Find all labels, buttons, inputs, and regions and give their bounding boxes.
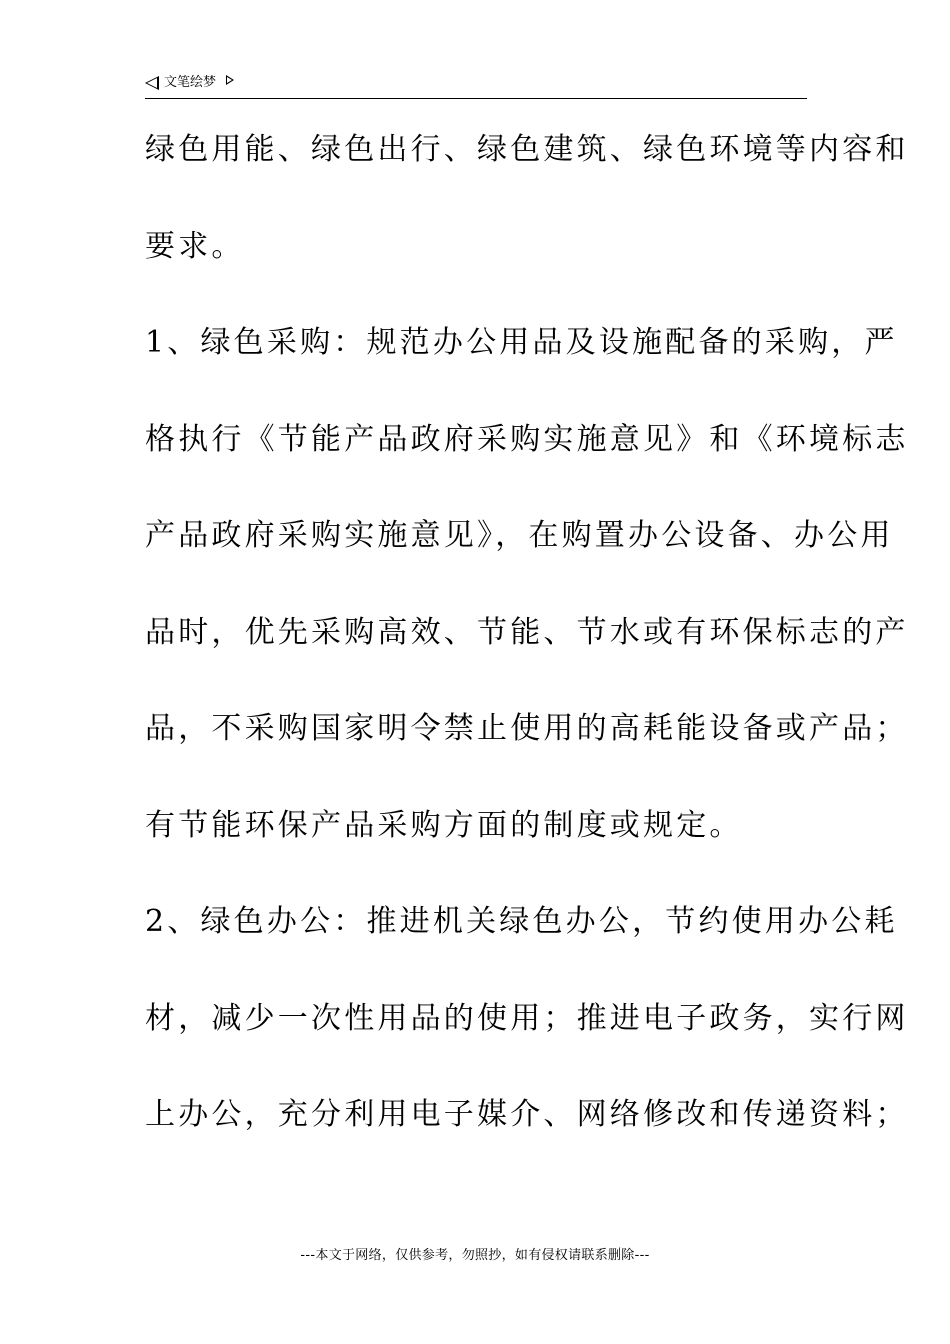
- body-line: 绿色用能、绿色出行、绿色建筑、绿色环境等内容和: [145, 132, 909, 167]
- body-line: 上办公，充分利用电子媒介、网络修改和传递资料；: [145, 1097, 909, 1132]
- triangle-left-icon: [145, 76, 159, 90]
- body-line: 品，不采购国家明令禁止使用的高耗能设备或产品；: [145, 711, 909, 746]
- body-line: 有节能环保产品采购方面的制度或规定。: [145, 807, 743, 843]
- body-line: 品时，优先采购高效、节能、节水或有环保标志的产: [145, 614, 909, 650]
- body-line: 产品政府采购实施意见》，在购置办公设备、办公用: [145, 518, 894, 553]
- body-line: 2、绿色办公：推进机关绿色办公，节约使用办公耗: [145, 904, 898, 939]
- triangle-right-icon: [226, 75, 234, 85]
- body-line: 格执行《节能产品政府采购实施意见》和《环境标志: [145, 421, 909, 457]
- body-line: 要求。: [145, 228, 245, 264]
- header-title: 文笔绘梦: [164, 75, 217, 90]
- header-brand: [145, 74, 234, 92]
- body-line: 1、绿色采购：规范办公用品及设施配备的采购，严: [145, 325, 898, 360]
- document-body: [145, 126, 909, 1188]
- body-line: 材，减少一次性用品的使用；推进电子政务，实行网: [145, 1000, 909, 1036]
- page-footer-disclaimer: ---本文于网络，仅供参考，勿照抄，如有侵权请联系删除---: [300, 1248, 650, 1263]
- page-header: [145, 72, 807, 99]
